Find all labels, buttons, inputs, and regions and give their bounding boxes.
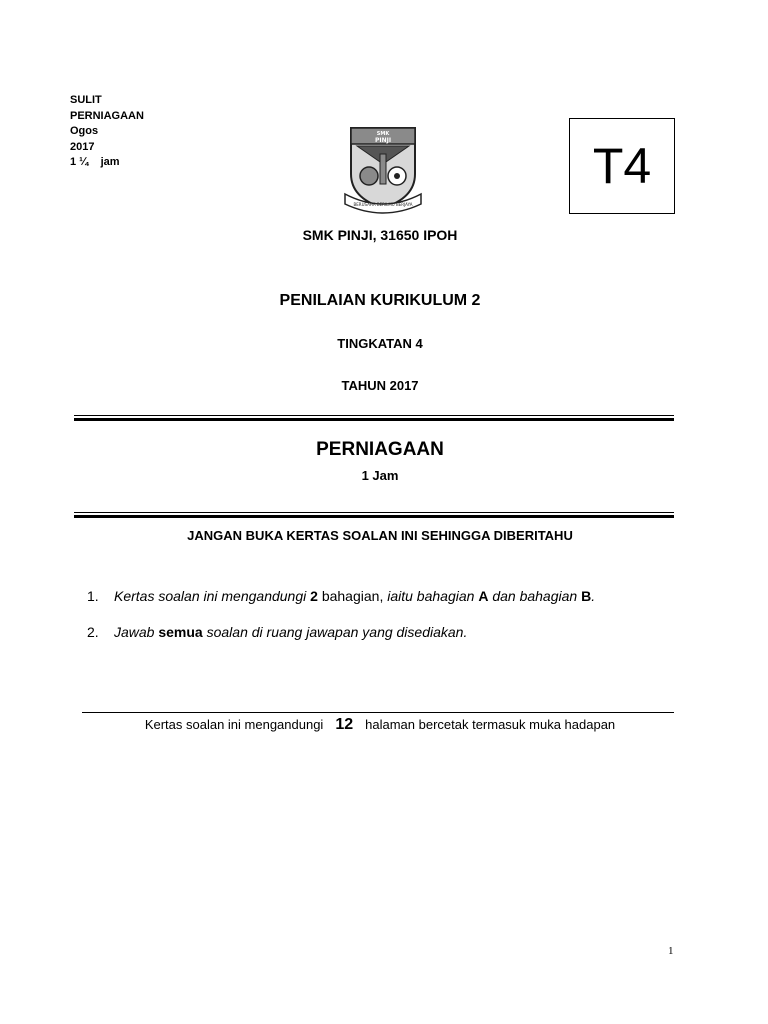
crest-top-text: SMK (376, 131, 390, 137)
paper-subject: PERNIAGAAN (316, 439, 444, 460)
page-count-divider (82, 712, 674, 713)
subject-label: PERNIAGAAN (70, 109, 144, 122)
classification-label: SULIT (70, 94, 102, 106)
page-count-after: halaman bercetak termasuk muka hadapan (365, 717, 616, 732)
exam-title: PENILAIAN KURIKULUM 2 (279, 292, 481, 309)
crest-motto-text: BERUSAHA BERILMU BERJAYA (353, 202, 413, 207)
form-level: TINGKATAN 4 (337, 336, 423, 351)
instruction-bold: semua (158, 624, 203, 640)
instruction-text: iaitu bahagian (387, 588, 479, 604)
instruction-text: . (591, 588, 596, 604)
instruction-text: soalan di ruang jawapan yang disediakan. (202, 624, 468, 640)
instruction-item (87, 624, 467, 640)
instruction-bold: A (478, 588, 489, 604)
instruction-text: bahagian, (317, 588, 388, 604)
instruction-bold: 2 (310, 588, 318, 604)
divider-bottom-thin (74, 512, 674, 513)
paper-duration: 1 Jam (361, 468, 399, 483)
instruction-bold: B (581, 588, 592, 604)
school-crest-logo (343, 124, 423, 216)
instruction-number: 2. (87, 624, 99, 640)
exam-year: TAHUN 2017 (341, 378, 419, 393)
instruction-text: Kertas soalan ini mengandungi (114, 588, 311, 604)
instruction-text: dan bahagian (488, 588, 582, 604)
duration-label: 1 ¼ jam (70, 156, 120, 168)
form-code: T4 (592, 138, 652, 194)
warning-notice: JANGAN BUKA KERTAS SOALAN INI SEHINGGA DIBERITAHU (187, 528, 573, 543)
divider-top-thin (74, 415, 674, 416)
page-number: 1 (668, 945, 674, 957)
divider-top-thick (74, 418, 674, 421)
school-name: SMK PINJI, 31650 IPOH (302, 227, 458, 243)
instruction-item (87, 588, 595, 604)
page-count-value: 12 (335, 716, 354, 733)
year-label: 2017 (70, 140, 95, 153)
crest-name-text: PINJI (374, 137, 392, 144)
instruction-number: 1. (87, 588, 99, 604)
instruction-text: Jawab (114, 624, 159, 640)
page-count-before: Kertas soalan ini mengandungi (144, 717, 324, 732)
form-code-box (569, 118, 675, 214)
page-count-note (0, 716, 760, 734)
divider-bottom-thick (74, 515, 674, 518)
header-meta (70, 93, 144, 171)
month-label: Ogos (70, 125, 99, 137)
